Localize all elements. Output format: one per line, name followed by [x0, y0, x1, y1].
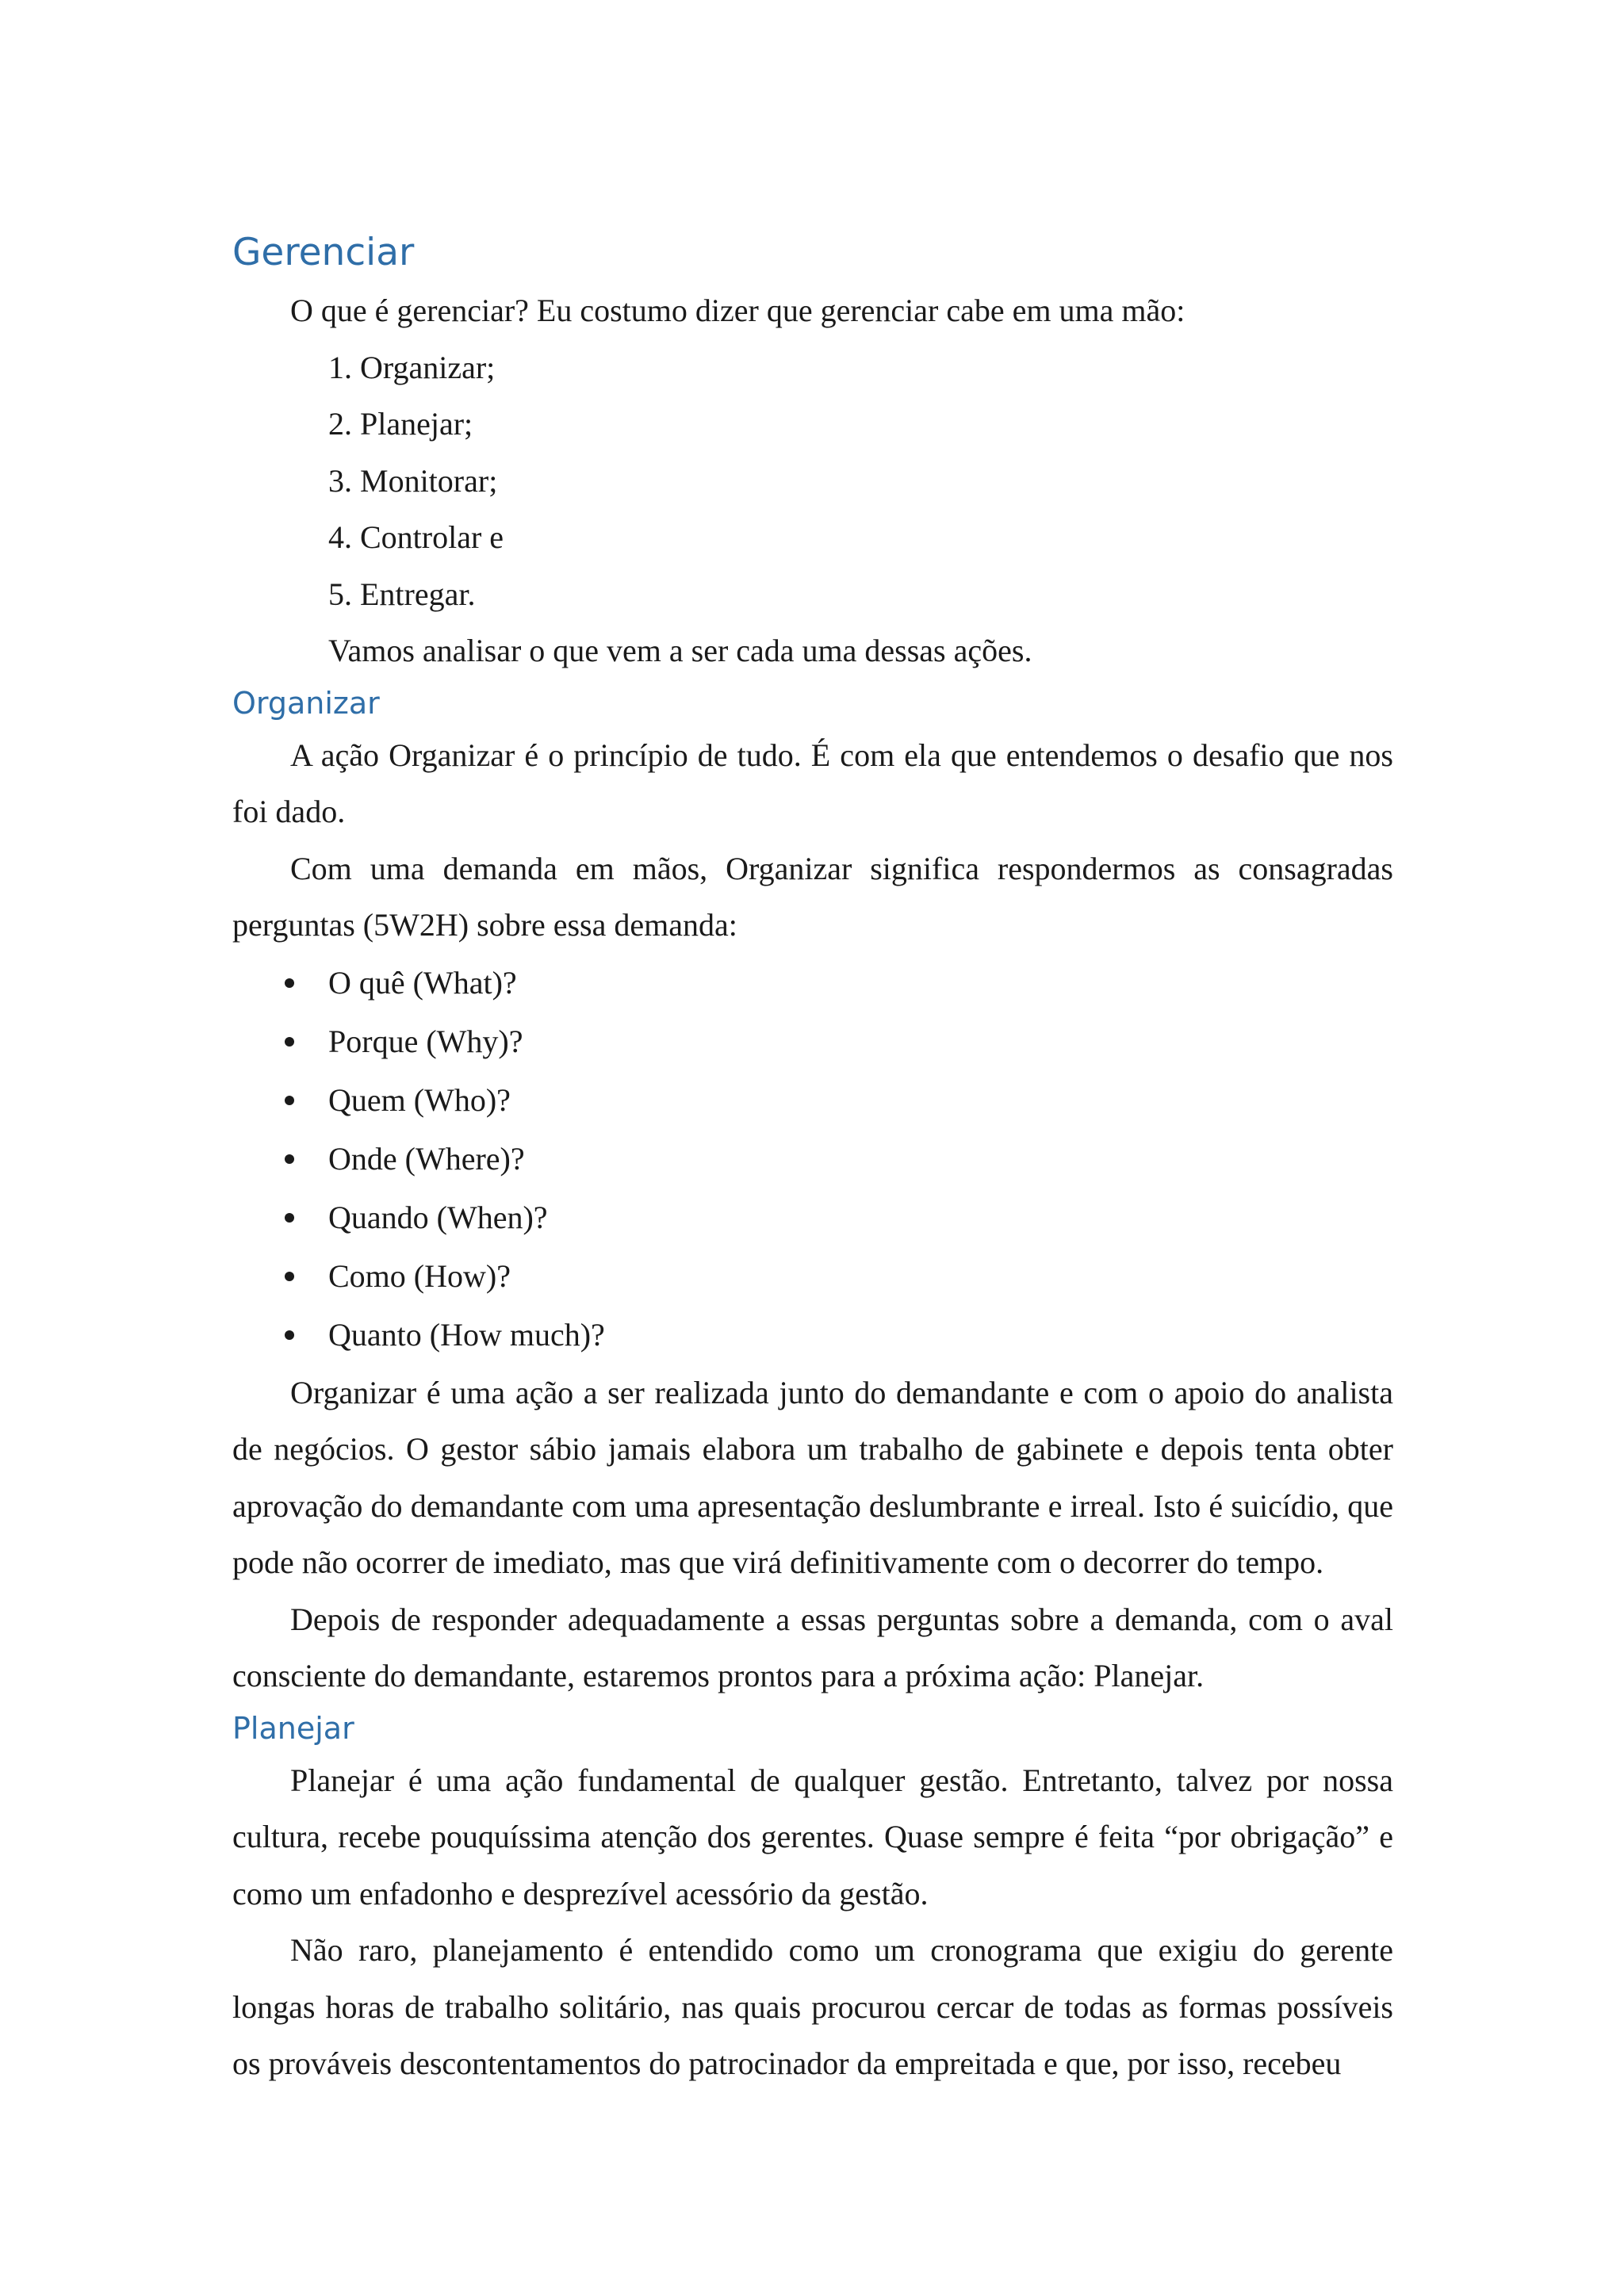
- heading-gerenciar: Gerenciar: [232, 231, 415, 274]
- list-item: 2. Planejar;: [328, 406, 473, 442]
- intro-paragraph: O que é gerenciar? Eu costumo dizer que gerenciar cabe em uma mão:: [290, 293, 1185, 328]
- bullet-icon: [285, 1272, 294, 1281]
- bullet-icon: [285, 1037, 294, 1047]
- numbered-list: [232, 339, 1393, 623]
- list-item: Porque (Why)?: [232, 1012, 1393, 1071]
- bullet-icon: [285, 1213, 294, 1223]
- list-item: Quando (When)?: [232, 1188, 1393, 1247]
- list-item: Como (How)?: [232, 1247, 1393, 1306]
- bullet-list-5w2h: [232, 954, 1393, 1364]
- organizar-paragraph-2: Com uma demanda em mãos, Organizar significa respondermos as consagradas perguntas (5W2H) sobre essa demanda:: [232, 850, 1393, 943]
- bullet-icon: [285, 978, 294, 988]
- list-item: 3. Monitorar;: [328, 462, 498, 499]
- list-item: O quê (What)?: [232, 954, 1393, 1012]
- document-body: [232, 224, 1393, 2092]
- heading-planejar: Planejar: [232, 1710, 354, 1746]
- list-item: Quem (Who)?: [232, 1071, 1393, 1130]
- bullet-icon: [285, 1330, 294, 1340]
- bullet-icon: [285, 1096, 294, 1105]
- organizar-paragraph-3: Organizar é uma ação a ser realizada junto do demandante e com o apoio do analista de negócios. O gestor sábio jamais elabora um trabalho de gabinete e depois tenta obter aprovação do demandante com uma apresentação deslumbrante e irreal. Isto é suicídio, que pode não ocorrer de imediato, mas que virá definitivamente com o decorrer do tempo.: [232, 1374, 1393, 1580]
- organizar-paragraph-4: Depois de responder adequadamente a essas perguntas sobre a demanda, com o aval consciente do demandante, estaremos prontos para a próxima ação: Planejar.: [232, 1601, 1393, 1693]
- list-item: Quanto (How much)?: [232, 1306, 1393, 1364]
- list-item: 4. Controlar e: [328, 519, 504, 555]
- list-item: 1. Organizar;: [328, 349, 496, 385]
- list-item: Onde (Where)?: [232, 1130, 1393, 1188]
- planejar-paragraph-2: Não raro, planejamento é entendido como um cronograma que exigiu do gerente longas horas de trabalho solitário, nas quais procurou cercar de todas as formas possíveis os prováveis descontentamentos do patrocinador da empreitada e que, por isso, recebeu: [232, 1932, 1393, 2081]
- bullet-icon: [285, 1154, 294, 1164]
- organizar-paragraph-1: A ação Organizar é o princípio de tudo. É com ela que entendemos o desafio que nos foi dado.: [232, 737, 1393, 829]
- list-item: 5. Entregar.: [328, 576, 476, 612]
- outro-paragraph: Vamos analisar o que vem a ser cada uma dessas ações.: [328, 633, 1032, 668]
- planejar-paragraph-1: Planejar é uma ação fundamental de qualquer gestão. Entretanto, talvez por nossa cultura, recebe pouquíssima atenção dos gerentes. Quase sempre é feita “por obrigação” e como um enfadonho e desprezível acessório da gestão.: [232, 1762, 1393, 1911]
- heading-organizar: Organizar: [232, 685, 380, 721]
